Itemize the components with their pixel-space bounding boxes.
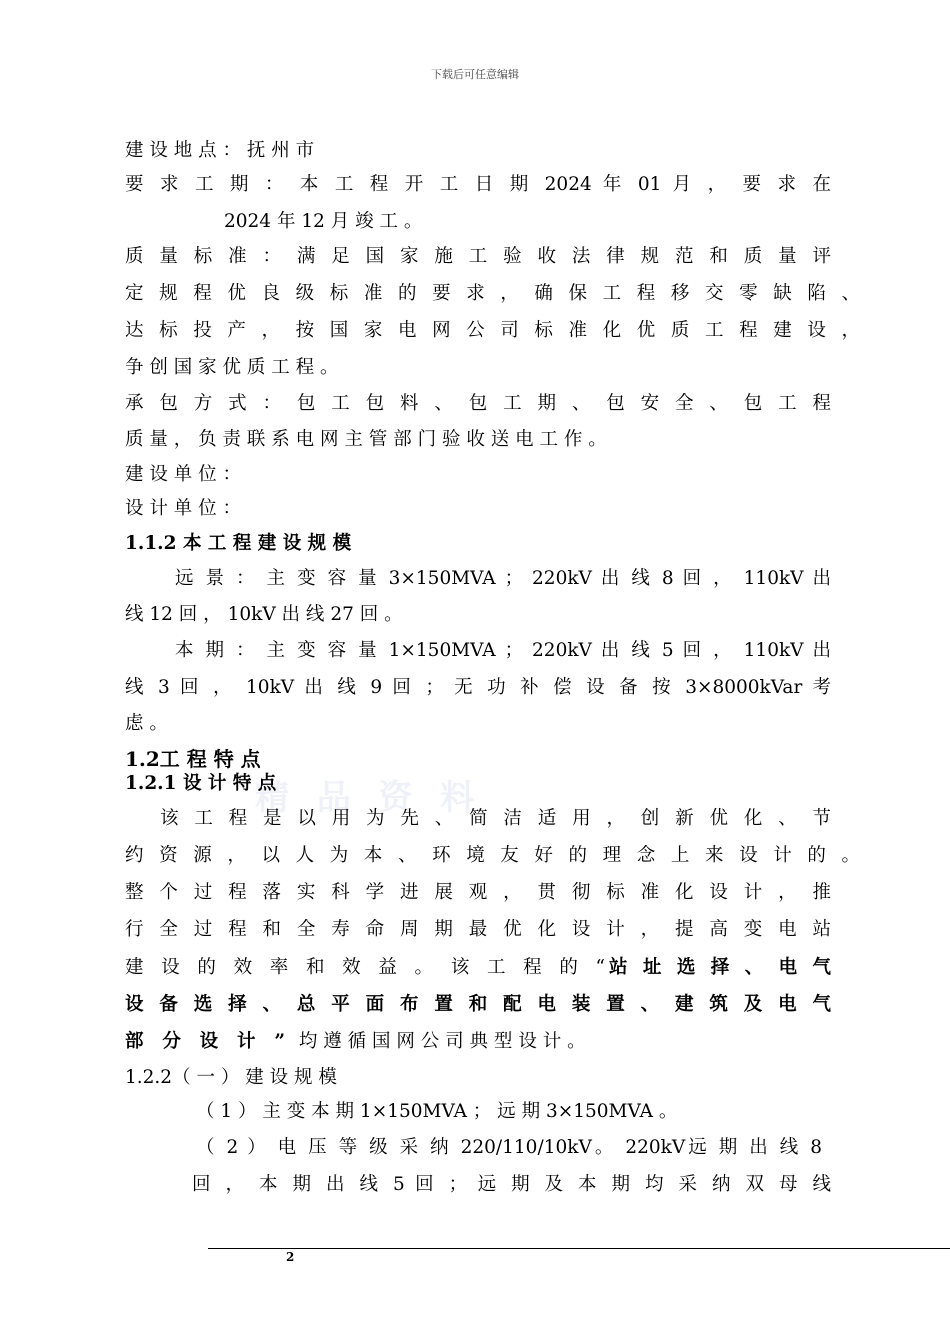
section-heading: 1.2.1 设 计 特 点 [125,773,277,794]
footer-rule [208,1248,950,1249]
text-line: 整 个 过 程 落 实 科 学 进 展 观 ， 贯 彻 标 准 化 设 计 ， 推 [125,882,831,903]
section-heading: 1.2工 程 特 点 [125,747,261,771]
text-line: 争 创 国 家 优 质 工 程 。 [125,357,339,378]
text-line: 质 量 标 准 ： 满 足 国 家 施 工 验 收 法 律 规 范 和 质 量 评 [125,246,831,267]
section-heading: 1.2.2（ 一 ） 建 设 规 模 [125,1067,337,1088]
text-line: （ 2 ） 电 压 等 级 采 纳 220/110/10kV。 220kV远 期 出 线 8 [196,1137,822,1158]
watermark: 精 品 资 料 [255,778,483,818]
text-line: 线 3 回 ， 10kV 出 线 9 回 ； 无 功 补 偿 设 备 按 3×8000kVar 考 [125,677,831,698]
text-line: 行 全 过 程 和 全 寿 命 周 期 最 优 化 设 计 ， 提 高 变 电 站 [125,919,831,940]
text-line: 定 规 程 优 良 级 标 准 的 要 求 ， 确 保 工 程 移 交 零 缺 陷 、 [125,283,860,304]
text-line: 回 ， 本 期 出 线 5 回 ； 远 期 及 本 期 均 采 纳 双 母 线 [192,1174,831,1195]
text-line: 承 包 方 式 ： 包 工 包 料 、 包 工 期 、 包 安 全 、 包 工 程 [125,393,831,414]
text-run: 建 设 的 效 率 和 效 益 。 该 工 程 的 “ [125,957,605,978]
text-line: 质 量 ， 负 责 联 系 电 网 主 管 部 门 验 收 送 电 工 作 。 [125,429,607,450]
page-header: 下载后可任意编辑 [431,68,519,81]
bold-line: 设 备 选 择 、 总 平 面 布 置 和 配 电 装 置 、 建 筑 及 电 气 [125,994,831,1015]
text-line: 2024 年 12 月 竣 工 。 [224,211,423,232]
section-heading: 1.1.2 本 工 程 建 设 规 模 [125,533,352,554]
mixed-line [125,1029,831,1055]
bold-run: 站 址 选 择 、 电 气 [609,957,831,978]
text-line: 达 标 投 产 ， 按 国 家 电 网 公 司 标 准 化 优 质 工 程 建 设 ， [125,320,860,341]
text-line: 虑 。 [125,713,168,734]
text-line: 该 工 程 是 以 用 为 先 、 简 洁 适 用 ， 创 新 优 化 、 节 [160,808,831,829]
text-line: 建 设 地 点 ： 抚 州 市 [125,140,315,161]
text-line: 本 期 ： 主 变 容 量 1×150MVA ； 220kV 出 线 5 回 ， 110kV 出 [175,640,831,661]
bold-run: 部 分 设 计 ” [125,1031,285,1052]
text-line: 设 计 单 位 ： [125,498,242,519]
text-line: 远 景 ： 主 变 容 量 3×150MVA ； 220kV 出 线 8 回 ， 110kV 出 [175,568,831,589]
page-number: 2 [286,1250,295,1264]
text-line: 线 12 回 ， 10kV 出 线 27 回 。 [125,604,403,625]
text-line: 约 资 源 ， 以 人 为 本 、 环 境 友 好 的 理 念 上 来 设 计 的 。 [125,845,860,866]
mixed-line [125,955,831,981]
text-line: （ 1 ） 主 变 本 期 1×150MVA ； 远 期 3×150MVA 。 [196,1101,678,1122]
text-run: 均 遵 循 国 网 公 司 典 型 设 计 。 [298,1031,586,1052]
text-line: 要 求 工 期 ： 本 工 程 开 工 日 期 2024 年 01 月 ， 要 求 在 [125,174,831,195]
text-line: 建 设 单 位 ： [125,464,242,485]
